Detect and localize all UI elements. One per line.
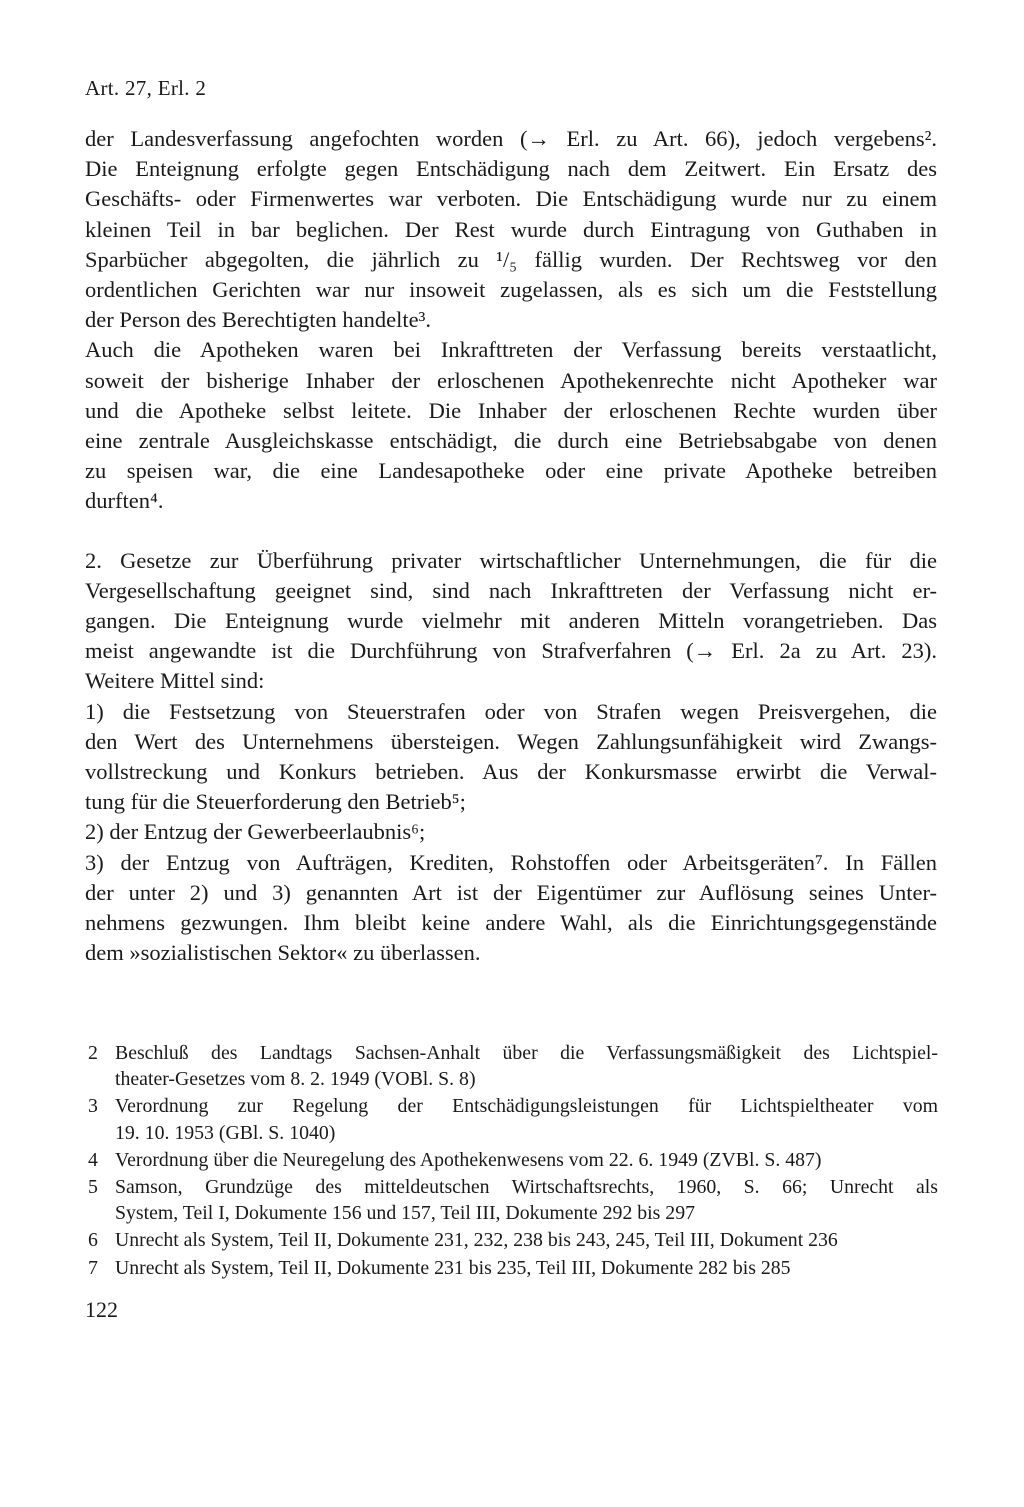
text-line: Weitere Mittel sind: [85,668,265,694]
text-line: 2. Gesetze zur Überführung privater wirtschaftlicher Unternehmungen, die für die [85,547,937,573]
footnote-number: 2 [88,1042,98,1064]
footnote-number: 6 [88,1229,98,1252]
running-head: Art. 27, Erl. 2 [85,76,207,100]
text-line: vollstreckung und Konkurs betrieben. Aus der Konkursmasse erwirbt die Verwal- [85,759,937,785]
footnote-line: Beschluß des Landtags Sachsen-Anhalt über die Verfassungsmäßigkeit des Lichtspiel- [115,1042,938,1064]
footnote-6 [88,1227,938,1253]
text-line: Vergesellschaftung geeignet sind, sind nach Inkrafttreten der Verfassung nicht er- [85,577,937,603]
footnote-line: theater-Gesetzes vom 8. 2. 1949 (VOBl. S. 8) [115,1068,476,1091]
text-line: 1) die Festsetzung von Steuerstrafen oder von Strafen wegen Preisvergehen, die [85,698,937,724]
text-line: Sparbücher abgegolten, die jährlich zu ¹/₅ fällig wurden. Der Rechtsweg vor den [85,246,937,272]
text-line: tung für die Steuerforderung den Betrieb⁵; [85,789,466,815]
page-number: 122 [85,1297,118,1322]
text-line: Die Enteignung erfolgte gegen Entschädigung nach dem Zeitwert. Ein Ersatz des [85,156,937,182]
text-line: durften⁴. [85,488,164,514]
footnotes [88,1040,938,1282]
text-line: soweit der bisherige Inhaber der erloschenen Apothekenrechte nicht Apotheker war [85,367,937,393]
footnote-number: 4 [88,1148,98,1171]
text-line: kleinen Teil in bar beglichen. Der Rest wurde durch Eintragung von Guthaben in [85,216,937,242]
footnote-number: 3 [88,1095,98,1118]
text-line: nehmens gezwungen. Ihm bleibt keine andere Wahl, als die Einrichtungsgegenstände [85,910,937,936]
text-line: und die Apotheke selbst leitete. Die Inhaber der erloschenen Rechte wurden über [85,397,937,423]
footnote-number: 5 [88,1176,98,1199]
text-line: den Wert des Unternehmens übersteigen. Wegen Zahlungsunfähigkeit wird Zwangs- [85,728,937,754]
text-line: eine zentrale Ausgleichskasse entschädigt, die durch eine Betriebsabgabe von denen [85,428,937,454]
text-line: der unter 2) und 3) genannten Art ist der Eigentümer zur Auflösung seines Unter- [85,879,937,905]
footnote-line: Unrecht als System, Teil II, Dokumente 231 bis 235, Teil III, Dokumente 282 bis 285 [115,1256,791,1279]
footnote-text [115,1255,938,1281]
text-line: der Person des Berechtigten handelte³. [85,307,432,333]
footnote-line: System, Teil I, Dokumente 156 und 157, Teil III, Dokumente 292 bis 297 [115,1202,695,1225]
text-line: 3) der Entzug von Aufträgen, Krediten, Rohstoffen oder Arbeitsgeräten⁷. In Fällen [85,849,937,875]
footnote-line: Unrecht als System, Teil II, Dokumente 231, 232, 238 bis 243, 245, Teil III, Dokument 236 [115,1229,838,1252]
footnote-text [115,1040,938,1092]
footnote-3 [88,1093,938,1145]
body-text [85,124,937,968]
footnote-7 [88,1255,938,1281]
footnote-line: 19. 10. 1953 (GBl. S. 1040) [115,1121,336,1144]
footnote-text [115,1227,938,1253]
text-line: Geschäfts- oder Firmenwertes war verboten. Die Entschädigung wurde nur zu einem [85,186,937,212]
footnote-line: Verordnung über die Neuregelung des Apothekenwesens vom 22. 6. 1949 (ZVBl. S. 487) [115,1148,822,1171]
footnote-text [115,1093,938,1145]
footnote-4 [88,1147,938,1173]
text-line: 2) der Entzug der Gewerbeerlaubnis⁶; [85,819,426,845]
footnote-line: Samson, Grundzüge des mitteldeutschen Wirtschaftsrechts, 1960, S. 66; Unrecht als [115,1176,938,1199]
text-line: Auch die Apotheken waren bei Inkrafttreten der Verfassung bereits verstaatlicht, [85,337,937,363]
footnote-text [115,1147,938,1173]
footnote-line: Verordnung zur Regelung der Entschädigungsleistungen für Lichtspieltheater vom [115,1095,938,1118]
text-line: meist angewandte ist die Durchführung von Strafverfahren (→ Erl. 2a zu Art. 23). [85,638,937,664]
text-line: zu speisen war, die eine Landesapotheke oder eine private Apotheke betreiben [85,458,937,484]
footnote-2 [88,1040,938,1092]
footnote-text [115,1174,938,1226]
section-gap [85,517,937,546]
text-line: dem »sozialistischen Sektor« zu überlassen. [85,940,481,966]
text-line: der Landesverfassung angefochten worden (→ Erl. zu Art. 66), jedoch vergebens². [85,126,937,151]
text-line: ordentlichen Gerichten war nur insoweit zugelassen, als es sich um die Feststellung [85,277,937,303]
footnote-number: 7 [88,1256,98,1279]
footnote-5 [88,1174,938,1226]
text-line: gangen. Die Enteignung wurde vielmehr mit anderen Mitteln vorangetrieben. Das [85,608,937,634]
